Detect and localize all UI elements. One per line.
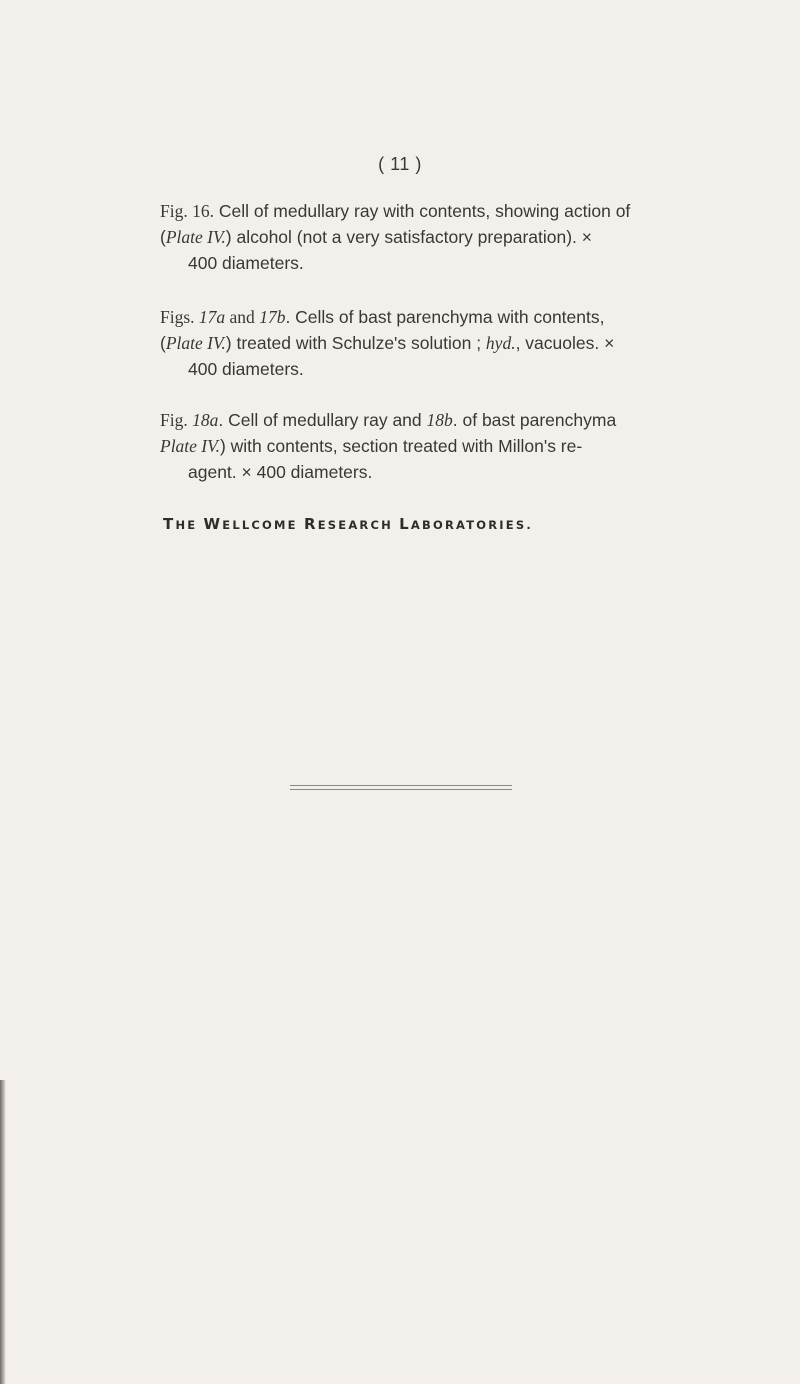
caption-text: ( xyxy=(160,333,166,353)
caption-fig-label: Figs. xyxy=(160,307,199,327)
caption-fig-number: 17b xyxy=(259,307,286,327)
caption-line xyxy=(160,304,656,330)
page-edge-shadow xyxy=(0,1080,6,1384)
caption-fig-18 xyxy=(160,407,656,485)
page-number: ( 11 ) xyxy=(378,154,422,174)
caption-text: ( xyxy=(160,227,166,247)
caption-fig-16 xyxy=(160,198,656,276)
imprint-text: ABORATORIES. xyxy=(410,518,533,532)
imprint-initial: L xyxy=(399,515,411,533)
plate-reference: Plate IV. xyxy=(160,436,220,456)
caption-line xyxy=(160,433,656,459)
caption-text: ) with contents, section treated with Millon's re- xyxy=(219,436,583,456)
caption-text: and xyxy=(225,307,260,327)
caption-line: 400 diameters. xyxy=(188,253,304,273)
caption-text: Cell of medullary ray with contents, showing action of xyxy=(213,201,631,221)
imprint-initial: T xyxy=(163,515,176,533)
caption-text: . of bast parenchyma xyxy=(452,410,617,430)
publisher-imprint xyxy=(163,515,533,533)
caption-figs-17 xyxy=(160,304,656,382)
caption-line xyxy=(160,407,656,433)
caption-text: . Cell of medullary ray and xyxy=(218,410,427,430)
imprint-text: HE xyxy=(175,518,198,532)
divider-rule xyxy=(290,785,512,786)
caption-line: 400 diameters. xyxy=(188,359,304,379)
caption-line xyxy=(160,198,656,224)
caption-line xyxy=(160,224,656,250)
caption-line: agent. × 400 diameters. xyxy=(188,462,373,482)
caption-fig-number: 17a xyxy=(198,307,226,327)
plate-reference: Plate IV. xyxy=(165,333,226,353)
caption-fig-label: Fig. xyxy=(160,410,193,430)
caption-text: , vacuoles. × xyxy=(515,333,615,353)
imprint-initial: R xyxy=(303,515,318,533)
plate-reference: Plate IV. xyxy=(165,227,226,247)
caption-fig-number: 18a xyxy=(192,410,219,430)
divider-rule xyxy=(290,789,512,790)
caption-text: ) alcohol (not a very satisfactory preparation). × xyxy=(225,227,592,247)
caption-line xyxy=(160,330,656,356)
caption-fig-number: 18b xyxy=(426,410,453,430)
abbreviation-hyd: hyd. xyxy=(485,333,516,353)
imprint-text: ESEARCH xyxy=(317,518,393,532)
caption-text: . Cells of bast parenchyma with contents, xyxy=(285,307,605,327)
caption-fig-label: Fig. 16. xyxy=(160,201,214,221)
caption-text: ) treated with Schulze's solution ; xyxy=(225,333,486,353)
imprint-text: ELLCOME xyxy=(222,518,298,532)
imprint-initial: W xyxy=(203,515,223,533)
